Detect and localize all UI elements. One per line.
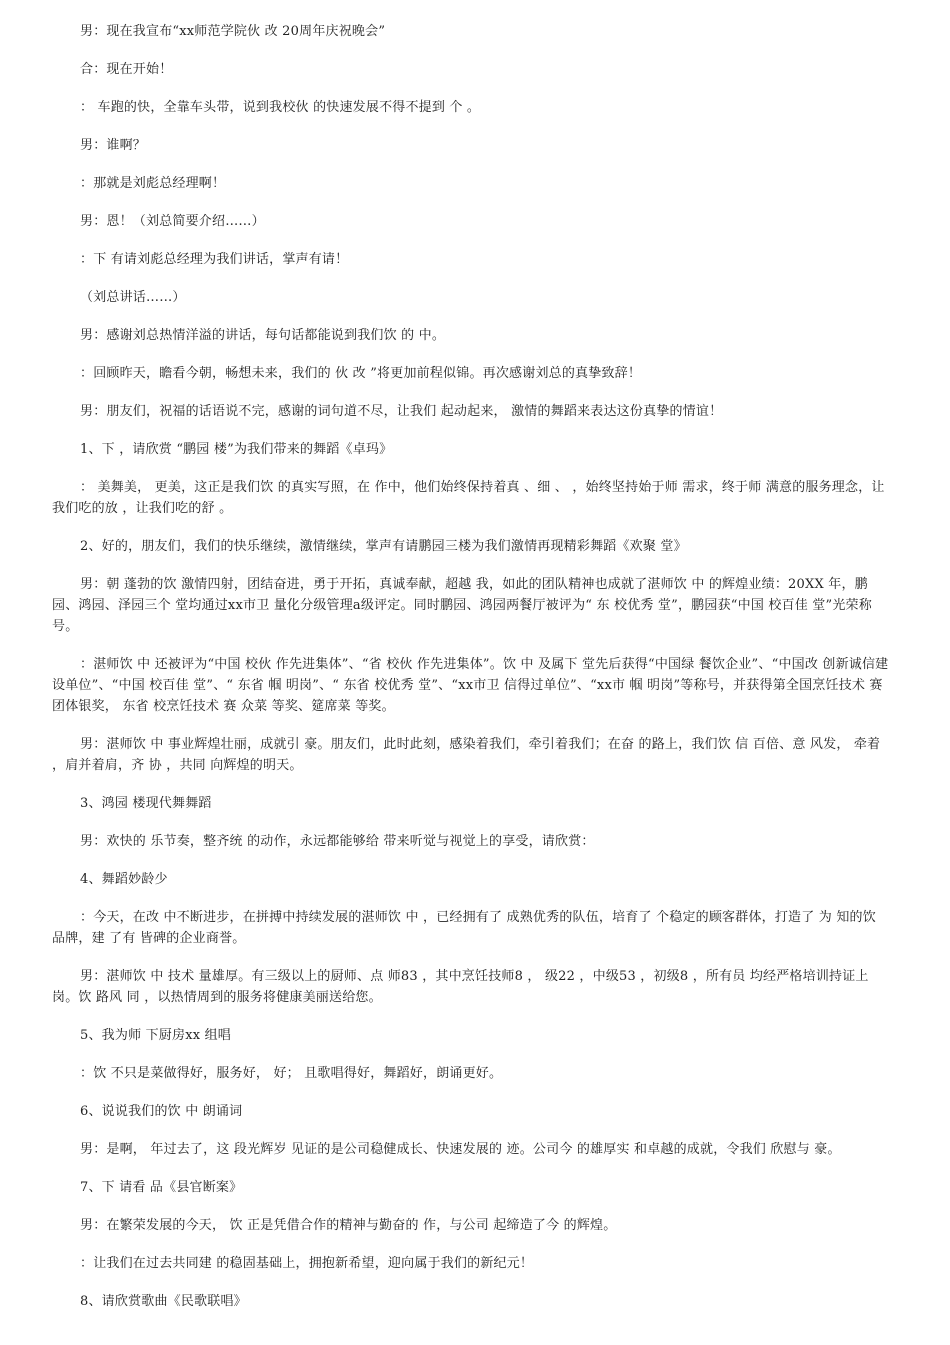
- para-together-start: 合：现在开始！: [80, 62, 173, 77]
- para-program-8: 8、请欣赏歌曲《民歌联唱》: [80, 1294, 247, 1309]
- para-program-7: 7、下 请看 品《县官断案》: [80, 1180, 243, 1195]
- para-program-1: 1、下 ，请欣赏 “鹏园 楼”为我们带来的舞蹈《卓玛》: [80, 442, 393, 457]
- para-years-passed: 男：是啊， 年过去了，这 段光辉岁 见证的是公司稳健成长、快速发展的 迹。公司今 的雄厚实 和卓越的成就，令我们 欣慰与 豪。: [80, 1142, 841, 1157]
- para-program-4: 4、舞蹈妙龄少: [80, 872, 168, 887]
- para-who: 男：谁啊？: [80, 138, 147, 153]
- para-brilliant-career: 男：湛师饮 中 事业辉煌壮丽，成就引 豪。朋友们，此时此刻，感染着我们，牵引着我们；在奋 的路上，我们饮 信 百倍、意 风发， 牵着 ，肩并着肩，齐 协 ，共同 向辉煌的明天。: [52, 737, 881, 773]
- para-thanks-liu: 男：感谢刘总热情洋溢的讲话，每句话都能说到我们饮 的 中。: [80, 328, 446, 343]
- para-program-3: 3、鸿园 楼现代舞舞蹈: [80, 796, 212, 811]
- para-liu-biao: ：那就是刘彪总经理啊！: [80, 176, 226, 191]
- para-prosperous-today: 男：在繁荣发展的今天， 饮 正是凭借合作的精神与勤奋的 作，与公司 起缔造了今 的辉煌。: [80, 1218, 617, 1233]
- para-achievements: 男：朝 蓬勃的饮 激情四射，团结奋进，勇于开拓，真诚奉献，超越 我，如此的团队精神也成就了湛师饮 中 的辉煌业绩：20XX 年，鹏园、鸿园、泽园三个 堂均通过xx市卫 量化分级管理a级评定。同时鹏园、鸿园两餐厅被评为“ 东 校优秀 堂”，鹏园获“中国 校百佳 堂”光荣称号。: [52, 577, 872, 634]
- para-friends-blessing: 男：朋友们，祝福的话语说不完，感谢的词句道不尽，让我们 起动起来， 激情的舞蹈来表达这份真挚的情谊！: [80, 404, 723, 419]
- para-liu-speech: （刘总讲话……）: [80, 290, 186, 305]
- para-today-reform: ：今天，在改 中不断进步，在拼搏中持续发展的湛师饮 中 ，已经拥有了 成熟优秀的队伍，培育了 个稳定的顾客群体，打造了 为 知的饮 品牌，建 了有 皆碑的企业商誉。: [52, 910, 876, 946]
- para-not-only-food: ：饮 不只是菜做得好，服务好， 好； 且歌唱得好，舞蹈好，朗诵更好。: [80, 1066, 503, 1081]
- para-review-yesterday: ：回顾昨天，瞻看今朝，畅想未来，我们的 伙 改 ”将更加前程似锦。再次感谢刘总的真挚致辞！: [80, 366, 642, 381]
- para-music-rhythm: 男：欢快的 乐节奏，整齐统 的动作，永远都能够给 带来听觉与视觉上的享受，请欣赏：: [80, 834, 595, 849]
- para-dance-beauty: ： 美舞美， 更美，这正是我们饮 的真实写照，在 作中，他们始终保持着真 、细 、 ，始终坚持始于师 需求，终于师 满意的服务理念，让我们吃的放 ，让我们吃的舒 。: [52, 480, 885, 516]
- para-program-5: 5、我为师 下厨房xx 组唱: [80, 1028, 231, 1043]
- para-train-metaphor: ： 车跑的快，全靠车头带，说到我校伙 的快速发展不得不提到 个 。: [80, 100, 481, 115]
- para-invite-speech: ：下 有请刘彪总经理为我们讲话，掌声有请！: [80, 252, 349, 267]
- para-new-era: ：让我们在过去共同建 的稳固基础上，拥抱新希望，迎向属于我们的新纪元！: [80, 1256, 534, 1271]
- para-program-2: 2、好的，朋友们，我们的快乐继续，激情继续，掌声有请鹏园三楼为我们激情再现精彩舞蹈《欢聚 堂》: [80, 539, 687, 554]
- para-honors: ：湛师饮 中 还被评为“中国 校伙 作先进集体”、“省 校伙 作先进集体”。饮 中 及属下 堂先后获得“中国绿 餐饮企业”、“中国改 创新诚信建设单位”、“中国 校百佳 堂”、“ 东省 帼 明岗”、“ 东省 校优秀 堂”、“xx市卫 信得过单位”、“xx市 帼 明岗”等称号，并获得第全国烹饪技术 赛团体银奖， 东省 校烹饪技术 赛 众菜 等奖、筵席菜 等奖。: [52, 657, 889, 714]
- para-technical-strength: 男：湛师饮 中 技术 量雄厚。有三级以上的厨师、点 师83 ，其中烹饪技师8 ， 级22 ，中级53 ，初级8 ，所有员 均经严格培训持证上岗。饮 路风 同 ，以热情周到的服务将健康美丽送给您。: [52, 969, 869, 1005]
- para-program-6: 6、说说我们的饮 中 朗诵词: [80, 1104, 243, 1119]
- para-opening-announcement: 男：现在我宣布“xx师范学院伙 改 20周年庆祝晚会”: [80, 24, 386, 39]
- para-liu-intro: 男：恩！（刘总简要介绍……）: [80, 214, 265, 229]
